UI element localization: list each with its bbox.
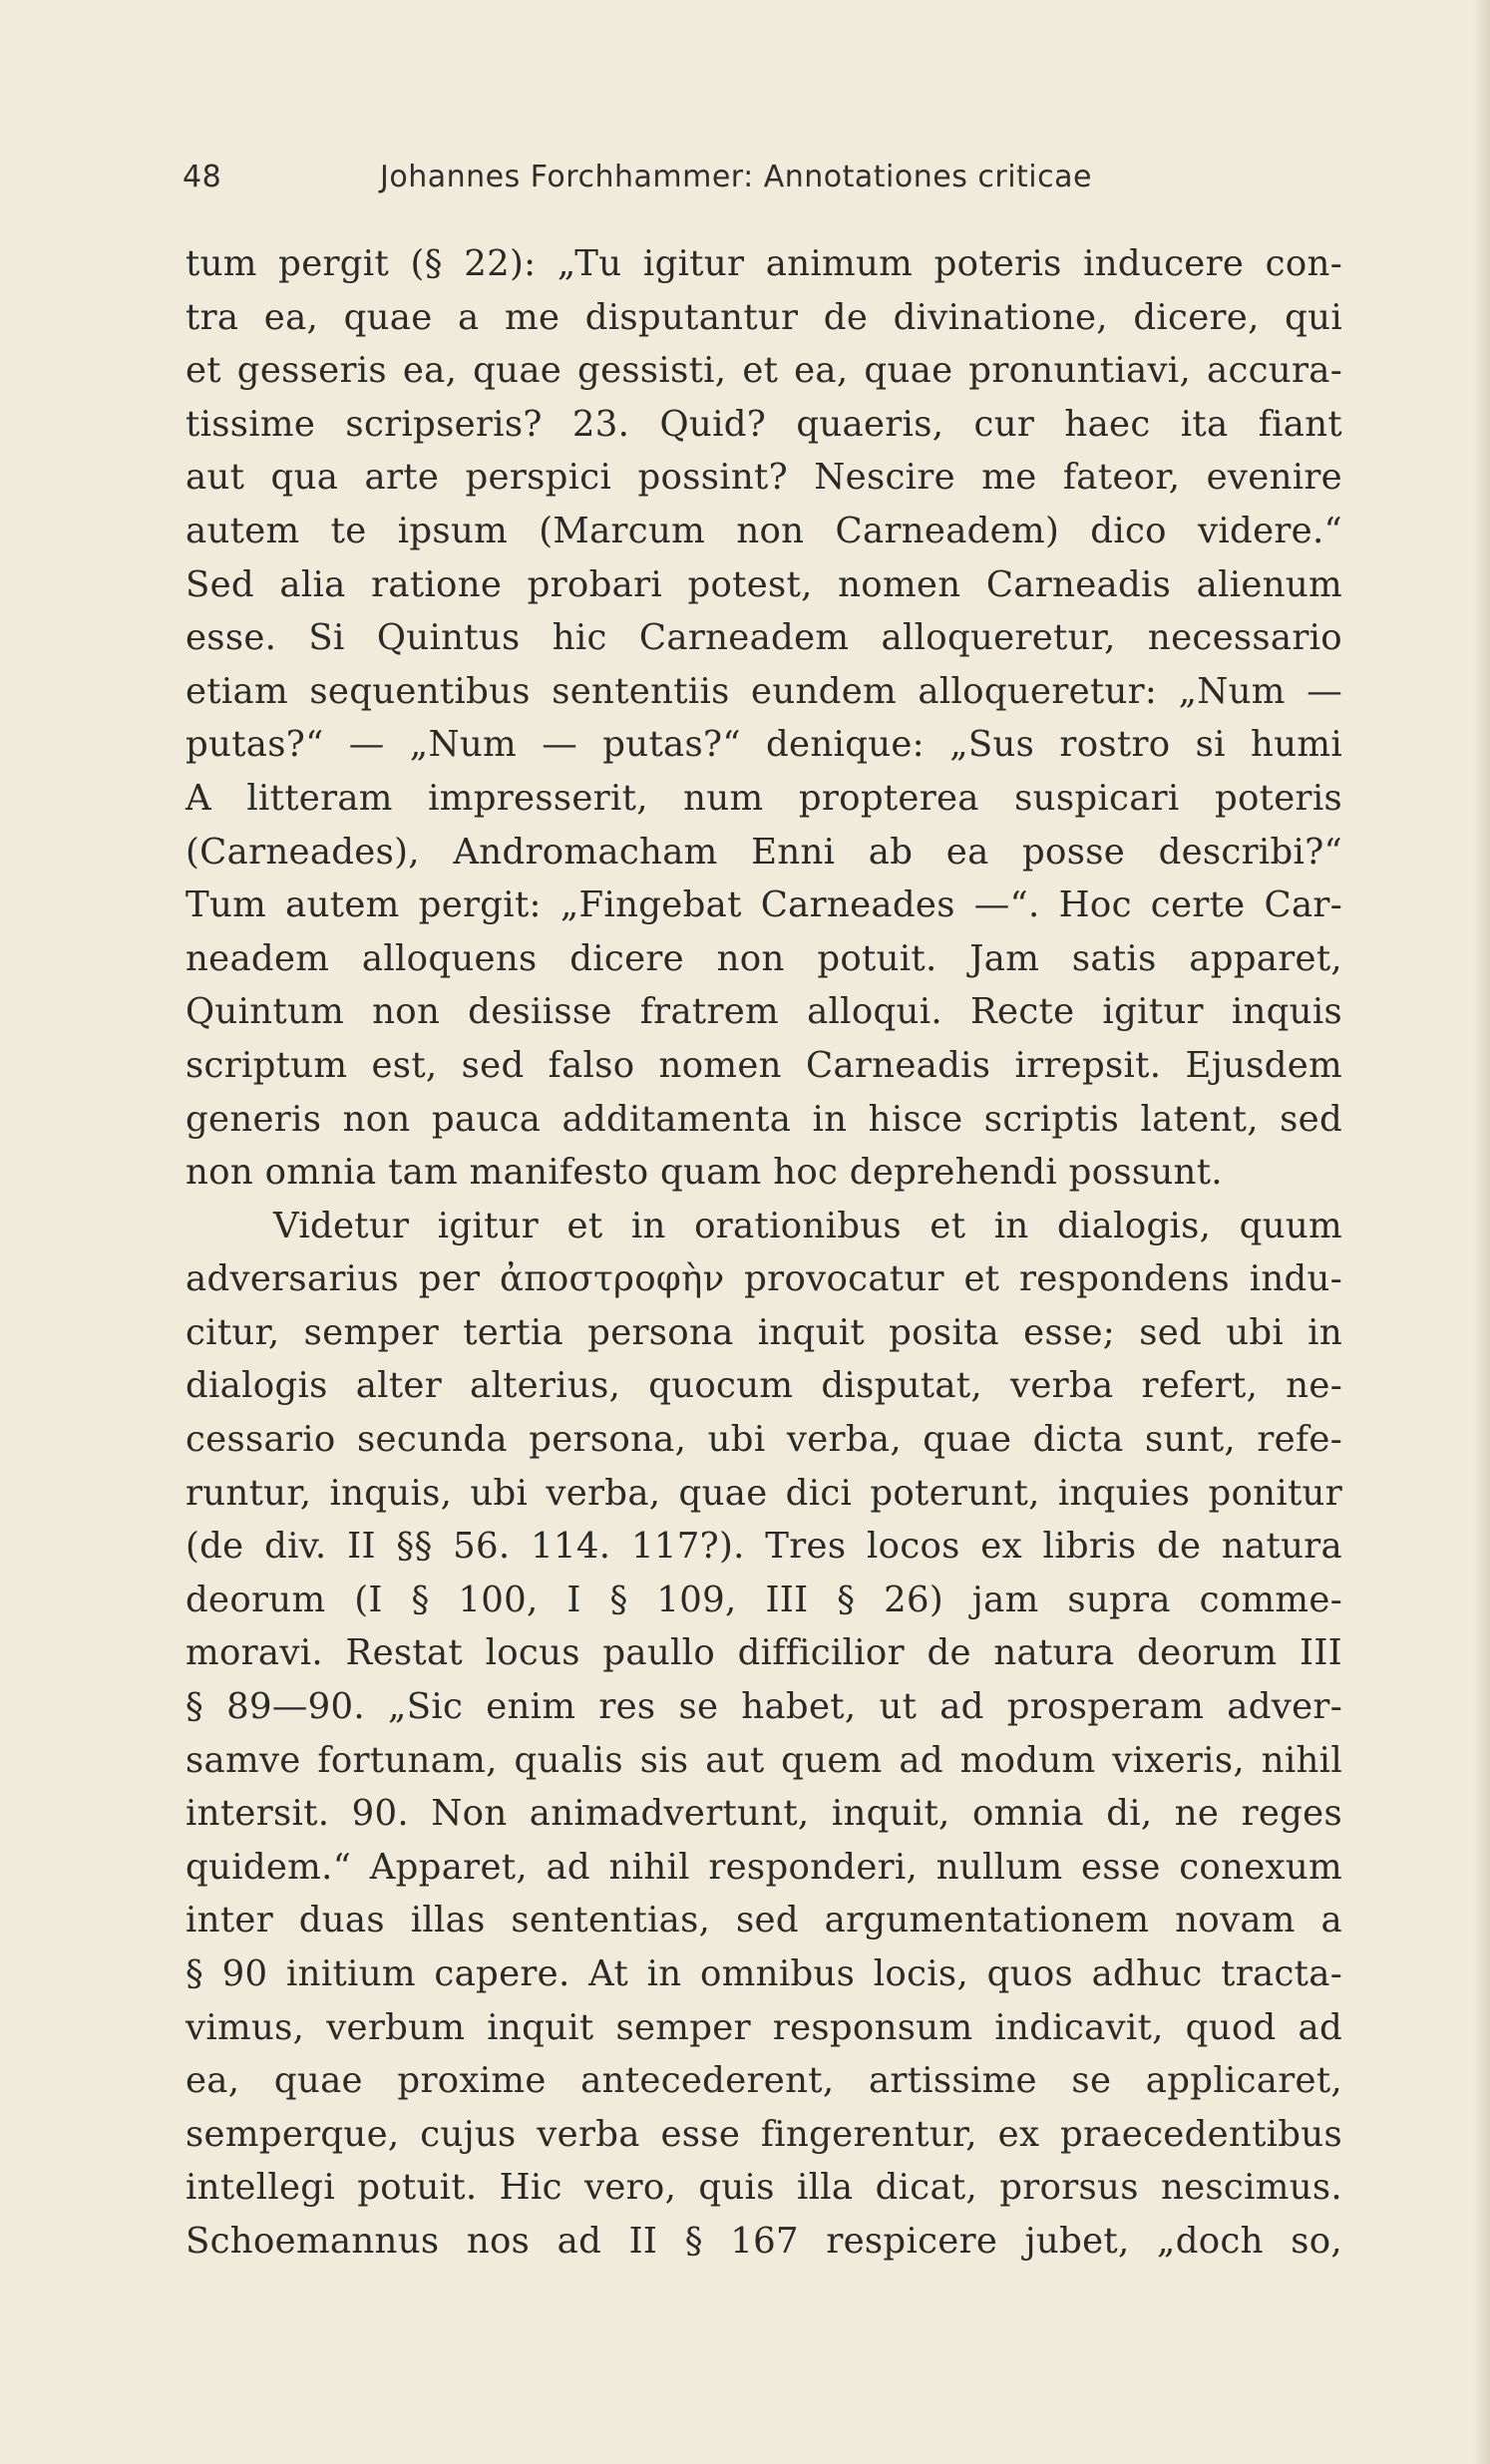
text-line: samve fortunam, qualis sis aut quem ad modum vixeris, nihil — [186, 1739, 1342, 1781]
text-line: etiam sequentibus sententiis eundem alloqueretur: „Num — — [186, 670, 1342, 712]
text-line: intellegi potuit. Hic vero, quis illa dicat, prorsus nescimus. — [186, 2167, 1342, 2209]
text-line: (de div. II §§ 56. 114. 117?). Tres locos ex libris de natura — [186, 1526, 1342, 1568]
text-line: esse. Si Quintus hic Carneadem alloqueretur, necessario — [186, 617, 1342, 659]
text-line: inter duas illas sententias, sed argumentationem novam a — [186, 1900, 1342, 1941]
text-line: Sed alia ratione probari potest, nomen Carneadis alienum — [186, 563, 1342, 605]
text-line: et gesseris ea, quae gessisti, et ea, quae pronuntiavi, accura- — [186, 350, 1342, 392]
text-line: A litteram impresserit, num propterea suspicari poteris — [186, 777, 1342, 819]
text-line: § 89—90. „Sic enim res se habet, ut ad prosperam adver- — [186, 1686, 1342, 1728]
text-line: neadem alloquens dicere non potuit. Jam satis apparet, — [186, 937, 1342, 979]
text-line: aut qua arte perspici possint? Nescire me fateor, evenire — [186, 457, 1342, 499]
running-title: Johannes Forchhammer: Annotationes criticae — [380, 160, 1092, 194]
text-line: moravi. Restat locus paullo difficilior de natura deorum III — [186, 1632, 1342, 1674]
text-line: Tum autem pergit: „Fingebat Carneades —“. Hoc certe Car- — [186, 884, 1342, 926]
text-line: tissime scripseris? 23. Quid? quaeris, cur haec ita fiant — [186, 403, 1342, 445]
text-line: citur, semper tertia persona inquit posita esse; sed ubi in — [186, 1311, 1342, 1353]
page-number: 48 — [183, 160, 222, 194]
page-edge-shadow — [1474, 0, 1490, 2464]
text-line: adversarius per ἀποστροφὴν provocatur et respondens indu- — [186, 1258, 1342, 1300]
text-line: vimus, verbum inquit semper responsum indicavit, quod ad — [186, 2006, 1342, 2048]
text-line: generis non pauca additamenta in hisce scriptis latent, sed — [186, 1098, 1342, 1140]
text-line: Videtur igitur et in orationibus et in dialogis, quum — [273, 1205, 1342, 1246]
text-line: Schoemannus nos ad II § 167 respicere jubet, „doch so, — [186, 2220, 1342, 2262]
text-line: putas?“ — „Num — putas?“ denique: „Sus rostro si humi — [186, 724, 1342, 766]
text-line: non omnia tam manifesto quam hoc deprehendi possunt. — [186, 1152, 1223, 1194]
text-line: runtur, inquis, ubi verba, quae dici poterunt, inquies ponitur — [186, 1472, 1342, 1514]
text-line: intersit. 90. Non animadvertunt, inquit, omnia di, ne reges — [186, 1793, 1342, 1835]
text-line: dialogis alter alterius, quocum disputat, verba refert, ne- — [186, 1365, 1342, 1407]
text-line: ea, quae proxime antecederent, artissime se applicaret, — [186, 2060, 1342, 2102]
text-line: cessario secunda persona, ubi verba, quae dicta sunt, refe- — [186, 1419, 1342, 1461]
running-head — [183, 160, 1339, 203]
text-line: scriptum est, sed falso nomen Carneadis irrepsit. Ejusdem — [186, 1044, 1342, 1086]
text-line: autem te ipsum (Marcum non Carneadem) dico videre.“ — [186, 510, 1342, 551]
text-line: § 90 initium capere. At in omnibus locis, quos adhuc tracta- — [186, 1953, 1342, 1994]
text-line: (Carneades), Andromacham Enni ab ea posse describi?“ — [186, 831, 1342, 873]
text-line: quidem.“ Apparet, ad nihil responderi, nullum esse conexum — [186, 1846, 1342, 1888]
text-line: semperque, cujus verba esse fingerentur, ex praecedentibus — [186, 2113, 1342, 2155]
text-line: tra ea, quae a me disputantur de divinatione, dicere, qui — [186, 296, 1342, 338]
text-line: tum pergit (§ 22): „Tu igitur animum poteris inducere con- — [186, 243, 1342, 284]
body-text — [186, 237, 1342, 2269]
text-line: deorum (I § 100, I § 109, III § 26) jam supra comme- — [186, 1579, 1342, 1620]
text-line: Quintum non desiisse fratrem alloqui. Recte igitur inquis — [186, 991, 1342, 1033]
